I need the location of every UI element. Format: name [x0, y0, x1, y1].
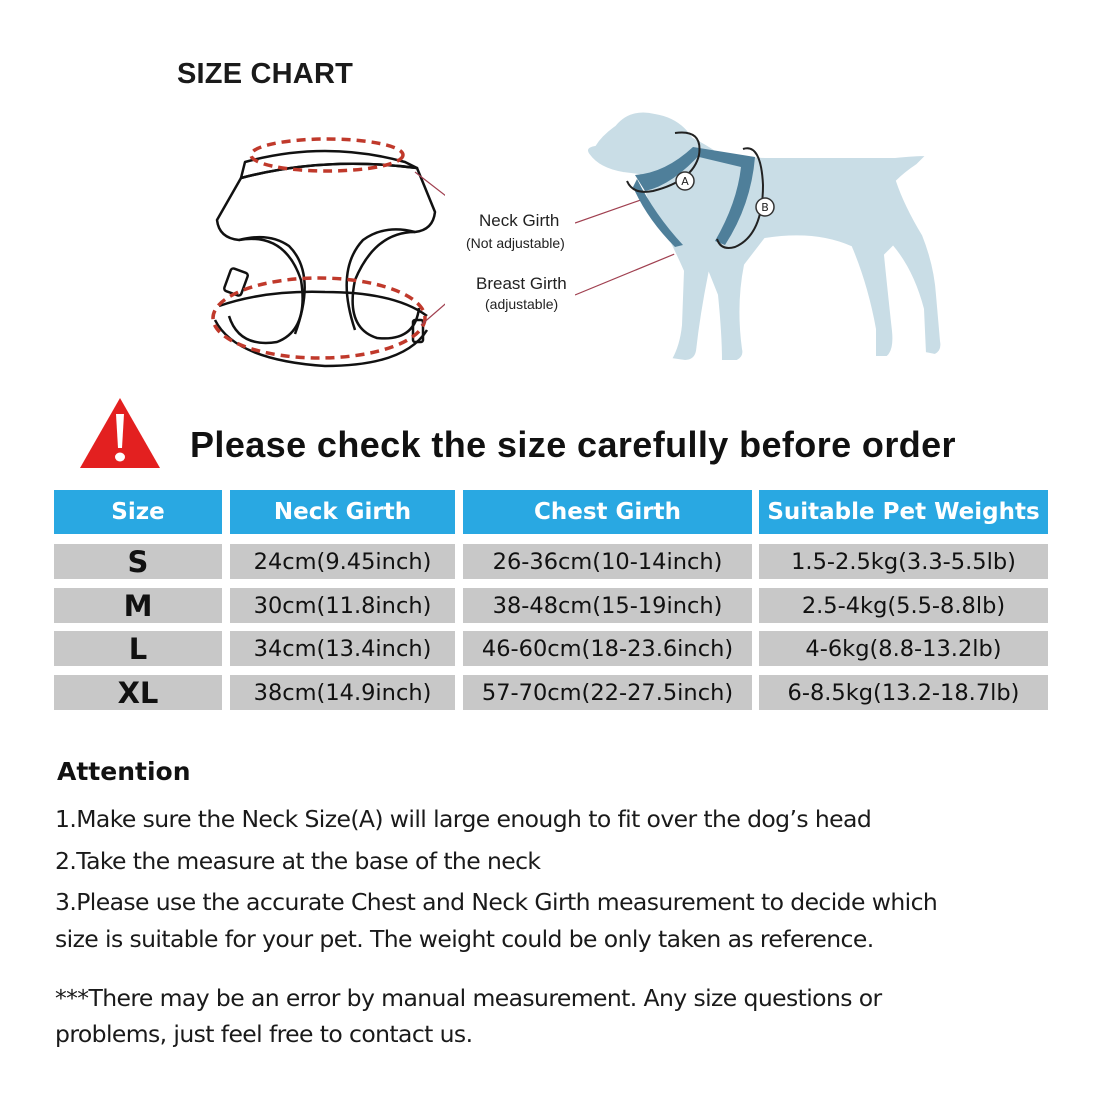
- measurement-note: ***There may be an error by manual measurement. Any size questions or: [55, 984, 882, 1012]
- chest-girth-cell: 38-48cm(15-19inch): [463, 588, 752, 623]
- neck-girth-cell: 24cm(9.45inch): [230, 544, 455, 579]
- neck-girth-note: (Not adjustable): [466, 235, 565, 251]
- size-cell: M: [54, 588, 222, 623]
- dog-illustration: [575, 95, 955, 375]
- neck-girth-cell: 38cm(14.9inch): [230, 675, 455, 710]
- column-header-pet-weights: Suitable Pet Weights: [759, 490, 1048, 534]
- pet-weight-cell: 1.5-2.5kg(3.3-5.5lb): [759, 544, 1048, 579]
- size-cell: XL: [54, 675, 222, 710]
- pet-weight-cell: 2.5-4kg(5.5-8.8lb): [759, 588, 1048, 623]
- chest-girth-cell: 26-36cm(10-14inch): [463, 544, 752, 579]
- size-cell: S: [54, 544, 222, 579]
- warning-triangle-icon: [78, 396, 162, 470]
- attention-item-1: 1.Make sure the Neck Size(A) will large enough to fit over the dog’s head: [55, 805, 872, 833]
- column-header-size: Size: [54, 490, 222, 534]
- chest-girth-cell: 57-70cm(22-27.5inch): [463, 675, 752, 710]
- marker-a: A: [681, 175, 689, 188]
- attention-heading: Attention: [57, 757, 191, 786]
- attention-item-2: 2.Take the measure at the base of the neck: [55, 847, 541, 875]
- pet-weight-cell: 4-6kg(8.8-13.2lb): [759, 631, 1048, 666]
- size-cell: L: [54, 631, 222, 666]
- warning-message: Please check the size carefully before order: [190, 424, 956, 465]
- page-title: SIZE CHART: [177, 58, 353, 90]
- measurement-note-continued: problems, just feel free to contact us.: [55, 1020, 473, 1048]
- pet-weight-cell: 6-8.5kg(13.2-18.7lb): [759, 675, 1048, 710]
- chest-girth-cell: 46-60cm(18-23.6inch): [463, 631, 752, 666]
- column-header-chest-girth: Chest Girth: [463, 490, 752, 534]
- neck-girth-label: Neck Girth: [479, 211, 560, 230]
- neck-girth-cell: 30cm(11.8inch): [230, 588, 455, 623]
- marker-b: B: [761, 201, 769, 214]
- harness-illustration: [205, 120, 445, 380]
- attention-item-3: 3.Please use the accurate Chest and Neck Girth measurement to decide which: [55, 888, 938, 916]
- column-header-neck-girth: Neck Girth: [230, 490, 455, 534]
- neck-girth-cell: 34cm(13.4inch): [230, 631, 455, 666]
- attention-item-3-continued: size is suitable for your pet. The weight could be only taken as reference.: [55, 925, 874, 953]
- breast-girth-label: Breast Girth: [476, 274, 567, 293]
- breast-girth-note: (adjustable): [485, 296, 559, 312]
